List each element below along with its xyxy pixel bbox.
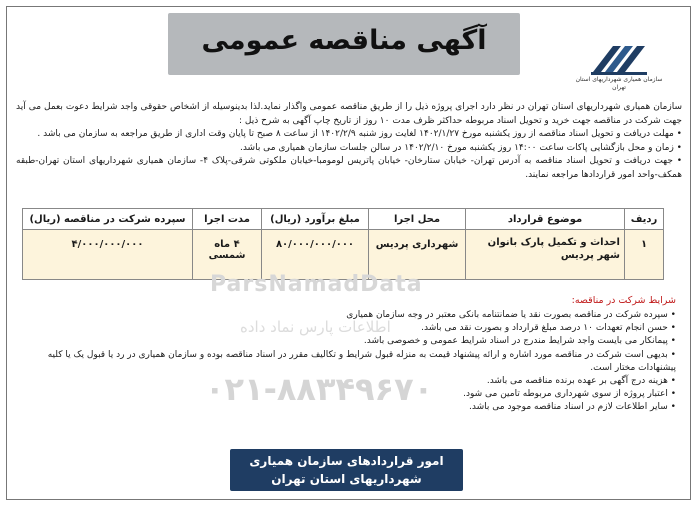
page-title: آگهی مناقصه عمومی [201,25,487,56]
cell-deposit: ۴/۰۰۰/۰۰۰/۰۰۰ [23,230,193,280]
list-item: • سایر اطلاعات لازم در اسناد مناقصه موجود می باشد. [469,402,676,413]
intro-deadline: • مهلت دریافت و تحویل اسناد مناقصه از روز یکشنبه مورخ ۱۴۰۲/۱/۲۷ لغایت روز شنبه ۱۴۰۲/۲/۹ از ساعت ۸ صبح تا پایان وقت اداری از طریق مراجعه به سازمان می باشد . [37,129,682,139]
col-estimate: مبلغ برآورد (ریال) [262,209,369,230]
cell-subject: احداث و تکمیل پارک بانوان شهر پردیس [466,230,625,280]
intro-address: • جهت دریافت و تحویل اسناد مناقصه به آدرس تهران- خیابان ستارخان- خیابان پاتریس لومومبا-خیابان ملکوتی شرقی-پلاک ۴- سازمان همیاری شهرداریهای استان تهران-طبقه همکف-واحد امور قراردادها مراجعه نمایند. [16,156,682,180]
list-item: • سپرده شرکت در مناقصه بصورت نقد یا ضمانتنامه بانکی معتبر در وجه سازمان همیاری [346,310,676,320]
intro-text [16,101,682,182]
list-item: • پیمانکار می بایست واجد شرایط مندرج در اسناد شرایط عمومی و خصوصی باشد. [363,336,676,347]
list-item: • اعتبار پروژه از سوی شهرداری مربوطه تامین می شود. [463,389,676,400]
conditions-title: شرایط شرکت در مناقصه: [571,295,676,306]
watermark-phone: ۰۲۱-۸۸۳۴۹۶۷۰ [205,370,434,408]
cell-duration: ۴ ماه شمسی [193,230,262,280]
col-duration: مدت اجرا [193,209,262,230]
tender-table [22,208,664,280]
organization-logo-text: سازمان همیاری شهرداریهای استان تهران [575,76,663,91]
cell-row-number: ۱ [625,230,664,280]
cell-location: شهرداری پردیس [369,230,466,280]
title-banner [168,13,520,75]
conditions-list [16,309,676,415]
intro-opening: • زمان و محل بازگشایی پاکات ساعت ۱۴:۰۰ روز یکشنبه مورخ ۱۴۰۲/۲/۱۰ در سالن جلسات سازمان همیاری می باشد. [239,142,682,153]
col-location: محل اجرا [369,209,466,230]
watermark-brand: ParsNamadData [210,272,423,297]
list-item: • بدیهی است شرکت در مناقصه مورد اشاره و ارائه پیشنهاد قیمت به منزله قبول شرایط و تکالیف مقرر در اسناد مناقصه بوده و سازمان همیاری در رد یا قبول یک یا کلیه پیشنهادات مختار است. [47,349,676,373]
table-header-row [23,209,664,230]
list-item: • هزینه درج آگهی بر عهده برنده مناقصه می باشد. [486,376,676,387]
watermark-subtitle: اطلاعات پارس نماد داده [240,318,391,336]
footer-banner [230,449,463,491]
list-item: • حسن انجام تعهدات ۱۰ درصد مبلغ قرارداد و بصورت نقد می باشد. [421,323,676,334]
footer-line-1: امور قراردادهای سازمان همیاری [249,454,444,468]
col-subject: موضوع قرارداد [466,209,625,230]
footer-line-2: شهرداریهای استان تهران [271,472,422,486]
cell-estimate: ۸۰/۰۰۰/۰۰۰/۰۰۰ [262,230,369,280]
col-deposit: سپرده شرکت در مناقصه (ریال) [23,209,193,230]
intro-paragraph: سازمان همیاری شهرداریهای استان تهران در نظر دارد اجرای پروژه ذیل را از طریق مناقصه عمومی واگذار نماید.لذا بدینوسیله از اشخاص حقوقی واجد شرایط دعوت بعمل می آید جهت شرکت در مناقصه جهت خرید و تحویل اسناد مربوطه حداکثر ظرف مدت ۱۰ روز از تاریخ چاپ آگهی به شرح ذیل : [16,102,682,126]
col-row-number: ردیف [625,209,664,230]
